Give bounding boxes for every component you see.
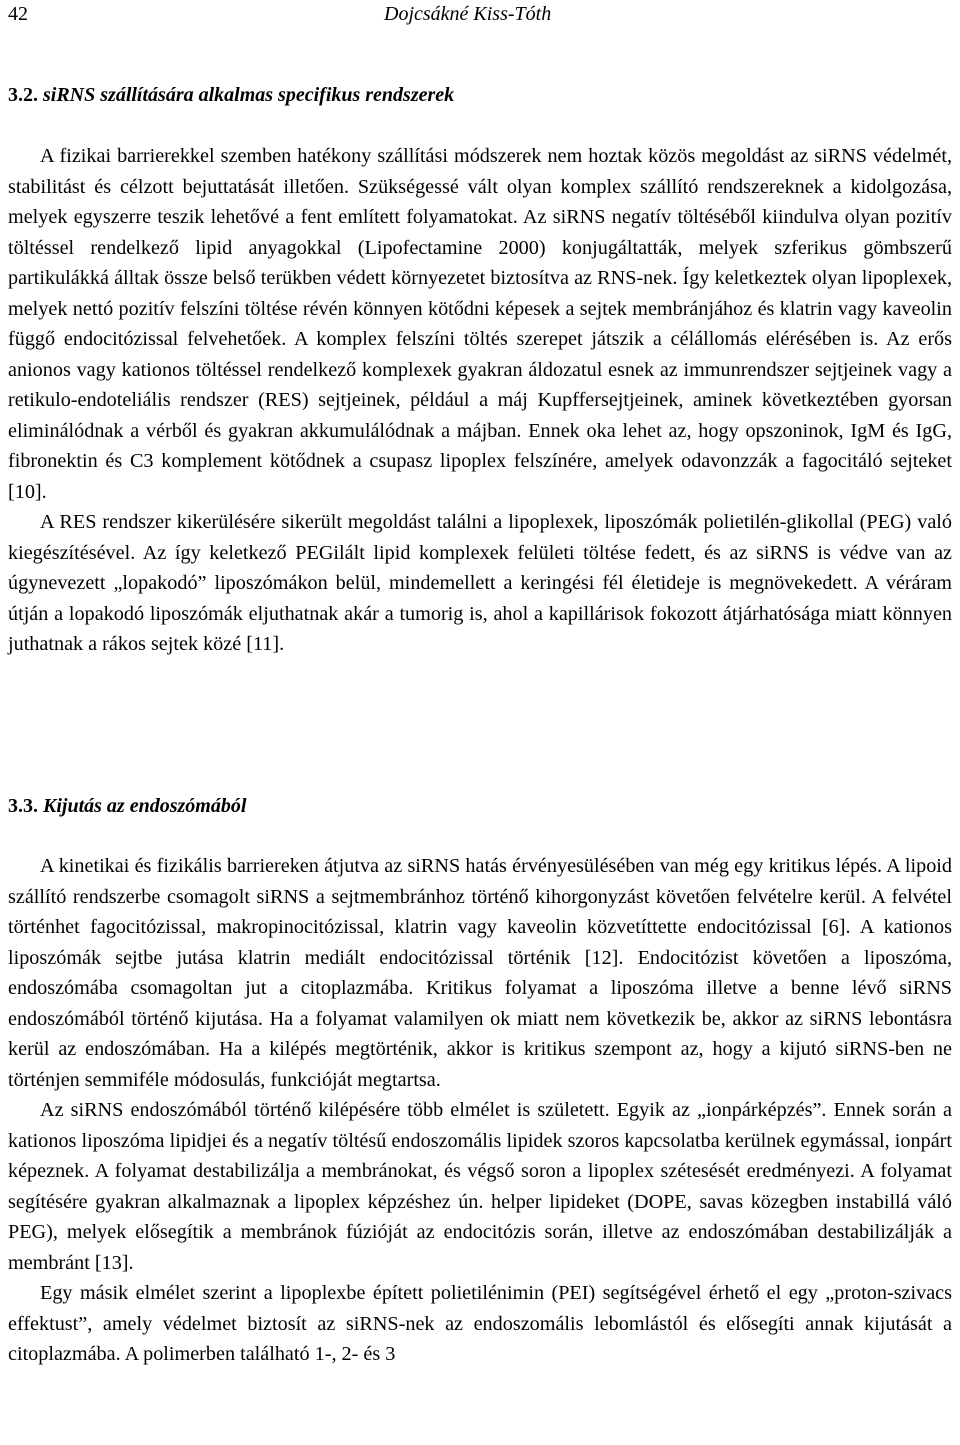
running-header xyxy=(8,2,960,32)
section-number: 3.2. xyxy=(8,84,38,106)
running-title: Dojcsákné Kiss-Tóth xyxy=(384,3,552,25)
paragraph: A kinetikai és fizikális barriereken átjutva az siRNS hatás érvényesülésében van még egy kritikus lépés. A lipoid szállító rendszerbe csomagolt siRNS a sejtmembránhoz történő kihorgonyzást követően felvételre kerül. A felvétel történhet fagocitózissal, makropinocitózissal, klatrin vagy kaveolin közvetíttette endocitózissal [6]. A kationos liposzómák sejtbe jutása klatrin mediált endocitózissal történik [12]. Endocitózist követően a liposzóma, endoszómába csomagoltan jut a citoplazmába. Kritikus folyamat a liposzóma illetve a benne lévő siRNS endoszómából történő kijutása. Ha a folyamat valamilyen ok miatt nem következik be, akkor az siRNS lebontásra kerül az endoszómában. Ha a kilépés megtörténik, akkor is kritikus szempont az, hogy a kijutó siRNS-ben ne történjen semmiféle módosulás, funkcióját megtartsa. xyxy=(8,855,952,1091)
section-heading-3-3 xyxy=(8,794,952,818)
section-3-2-body xyxy=(8,141,952,660)
paragraph: Az siRNS endoszómából történő kilépésére több elmélet is született. Egyik az „ionpárképzés”. Ennek során a kationos liposzóma lipidjei és a negatív töltésű endoszomális lipidek szoros kapcsolatba kerülnek egymással, ionpárt képeznek. A folyamat destabilizálja a membránokat, és végső soron a lipoplex szétesését eredményezi. A folyamat segítésére gyakran alkalmaznak a lipoplex képzéshez ún. helper lipideket (DOPE, savas közegben instabillá váló PEG), melyek elősegítik a membránok fúzióját az endocitózis során, illetve az endoszómában destabilizálják a membránt [13]. xyxy=(8,1099,952,1274)
paragraph: A RES rendszer kikerülésére sikerült megoldást találni a lipoplexek, liposzómák polietilén-glikollal (PEG) való kiegészítésével. Az így keletkező PEGilált lipid komplexek felületi töltése fedett, és az siRNS is védve van az úgynevezett „lopakodó” liposzómákon belül, mindemellett a keringési fél életideje is megnövekedett. A véráram útján a lopakodó liposzómák eljuthatnak akár a tumorig is, ahol a kapillárisok fokozott átjárhatósága miatt könnyen juthatnak a rákos sejtek közé [11]. xyxy=(8,511,952,655)
section-title: Kijutás az endoszómából xyxy=(43,795,247,817)
section-title: siRNS szállítására alkalmas specifikus rendszerek xyxy=(43,84,455,106)
section-3-3-body xyxy=(8,851,952,1370)
section-heading-3-2 xyxy=(8,83,952,107)
paragraph: Egy másik elmélet szerint a lipoplexbe épített polietilénimin (PEI) segítségével érhető el egy „proton-szivacs effektust”, amely védelmet biztosít az siRNS-nek az endoszomális lebomlástól és elősegíti annak kijutását a citoplazmába. A polimerben található 1-, 2- és 3 xyxy=(8,1282,952,1365)
section-number: 3.3. xyxy=(8,795,38,817)
paragraph: A fizikai barrierekkel szemben hatékony szállítási módszerek nem hoztak közös megoldást az siRNS védelmét, stabilitást és célzott bejuttatását illetően. Szükségessé vált olyan komplex szállító rendszereknek a kidolgozása, melyek egyszerre teszik lehetővé a fent említett folyamatokat. Az siRNS negatív töltéséből kiindulva olyan pozitív töltéssel rendelkező lipid anyagokkal (Lipofectamine 2000) konjugáltatták, melyek szferikus gömbszerű partikulákká álltak össze belső terükben védett környezetet biztosítva az RNS-nek. Így keletkeztek olyan lipoplexek, melyek nettó pozitív felszíni töltése révén könnyen kötődni képesek a sejtek membránjához és klatrin vagy kaveolin függő endocitózissal felvehetőek. A komplex felszíni töltés szerepet játszik a célállomás elérésében is. Az erős anionos vagy kationos töltéssel rendelkező komplexek gyakran áldozatul esnek az immunrendszer sejtjeinek vagy a retikulo-endoteliális rendszer (RES) sejtjeinek, például a máj Kupffersejtjeinek, aminek következtében gyorsan eliminálódnak a vérből és gyakran akkumulálódnak a májban. Ennek oka lehet az, hogy opszoninok, IgM és IgG, fibronektin és C3 komplement kötődnek a csupasz lipoplex felszínére, amelyek odavonzzák a fagocitáló sejteket [10]. xyxy=(8,145,952,503)
page-number: 42 xyxy=(8,3,28,25)
